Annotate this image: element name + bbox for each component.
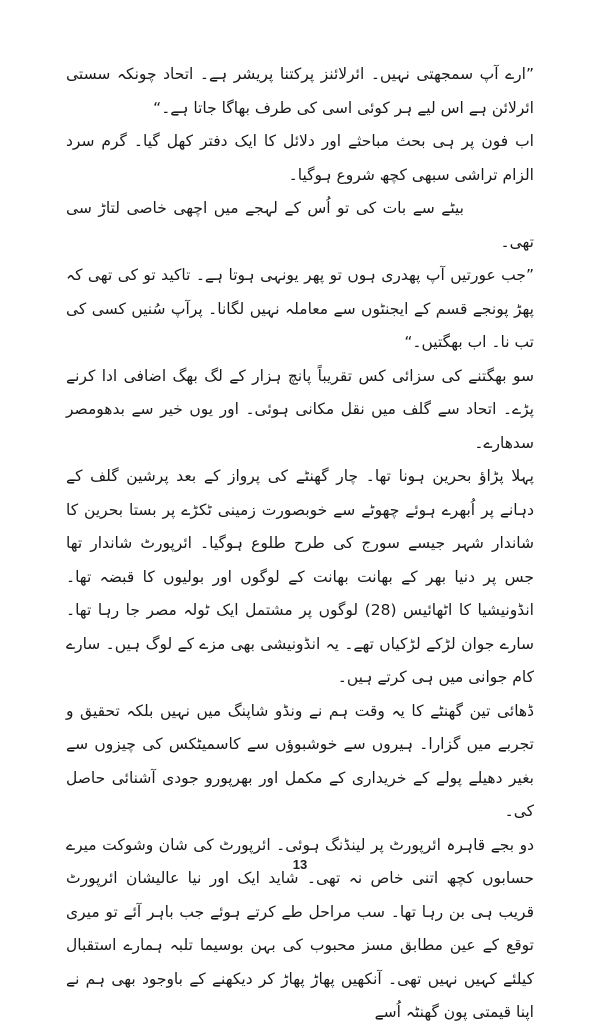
paragraph-quote-agents: ”جب عورتیں آپ پھدری ہوں تو پھر یونہی ہوتا ہے۔ تاکید تو کی تھی کہ پھڑ پونجے قسم کے ایجنٹوں سے معاملہ نہیں لگانا۔ پرآپ سُنیں کسی کی تب نا۔ اب بھگتیں۔“: [66, 266, 534, 351]
paragraph-son-talk: بیٹے سے بات کی تو اُس کے لہجے میں اچھی خاصی لتاڑ سی تھی۔: [66, 199, 534, 251]
page-number: 13: [292, 857, 308, 872]
paragraph-phone-argument: اب فون پر ہی بحث مباحثے اور دلائل کا ایک دفتر کھل گیا۔ گرم سرد الزام تراشی سبھی کچھ شروع ہوگیا۔: [66, 132, 534, 184]
paragraph-window-shopping: ڈھائی تین گھنٹے کا یہ وقت ہم نے ونڈو شاپنگ میں نہیں بلکہ تحقیق و تجربے میں گزارا۔ ہیروں سے خوشبوؤں سے کاسمیٹکس کی چیزوں سے بغیر دھیلے پولے کے خریداری کے مکمل اور بھرپورو جودی آشنائی حاصل کی۔: [66, 701, 534, 820]
paragraph-bahrain: پہلا پڑاؤ بحرین ہونا تھا۔ چار گھنٹے کی پرواز کے بعد پرشین گلف کے دہانے پر اُبھرے ہوئے چھوٹے سے خوبصورت زمینی ٹکڑے پر بستا بحرین کا شاندار شہر جیسے سورج کی طرح طلوع ہوگیا۔ ائرپورٹ شاندار تھا جس پر دنیا بھر کے بھانت بھانت کے لوگوں اور بولیوں کا قبضہ تھا۔ انڈونیشیا کا اٹھائیس (28) لوگوں پر مشتمل ایک ٹولہ مصر جا رہا تھا۔ سارے جوان لڑکے لڑکیاں تھے۔ یہ انڈونیشی بھی مزے کے لوگ ہیں۔ سارے کام جوانی میں ہی کرتے ہیں۔: [66, 467, 534, 686]
paragraph-cairo-landing: دو بجے قاہرہ ائرپورٹ پر لینڈنگ ہوئی۔ ائرپورٹ کی شان وشوکت میرے حسابوں کچھ اتنی خاص نہ تھی۔ شاید ایک اور نیا عالیشان ائرپورٹ قریب ہی بن رہا تھا۔ سب مراحل طے کرتے ہوئے جب باہر آئے تو میری توقع کے عین مطابق مسز محبوب کی بہن بوسیما تلبہ ہمارے استقبال کیلئے کہیں نہیں تھی۔ آنکھیں پھاڑ پھاڑ کر دیکھنے کے باوجود بھی ہم نے اپنا قیمتی پون گھنٹہ اُسے: [66, 835, 534, 1021]
body-text: [66, 58, 534, 1030]
paragraph-quote-airlines: ”ارے آپ سمجھتی نہیں۔ ائرلائنز پرکتنا پریشر ہے۔ اتحاد چونکہ سستی ائرلائن ہے اس لیے ہر کوئی اسی کی طرف بھاگا جاتا ہے۔“: [66, 65, 534, 117]
paragraph-extra-payment: سو بھگتنے کی سزائی کس تقریباً پانچ ہزار کے لگ بھگ اضافی ادا کرنے پڑے۔ اتحاد سے گلف میں نقل مکانی ہوئی۔ اور یوں خیر سے بدھومصر سدھارے۔: [66, 366, 534, 452]
